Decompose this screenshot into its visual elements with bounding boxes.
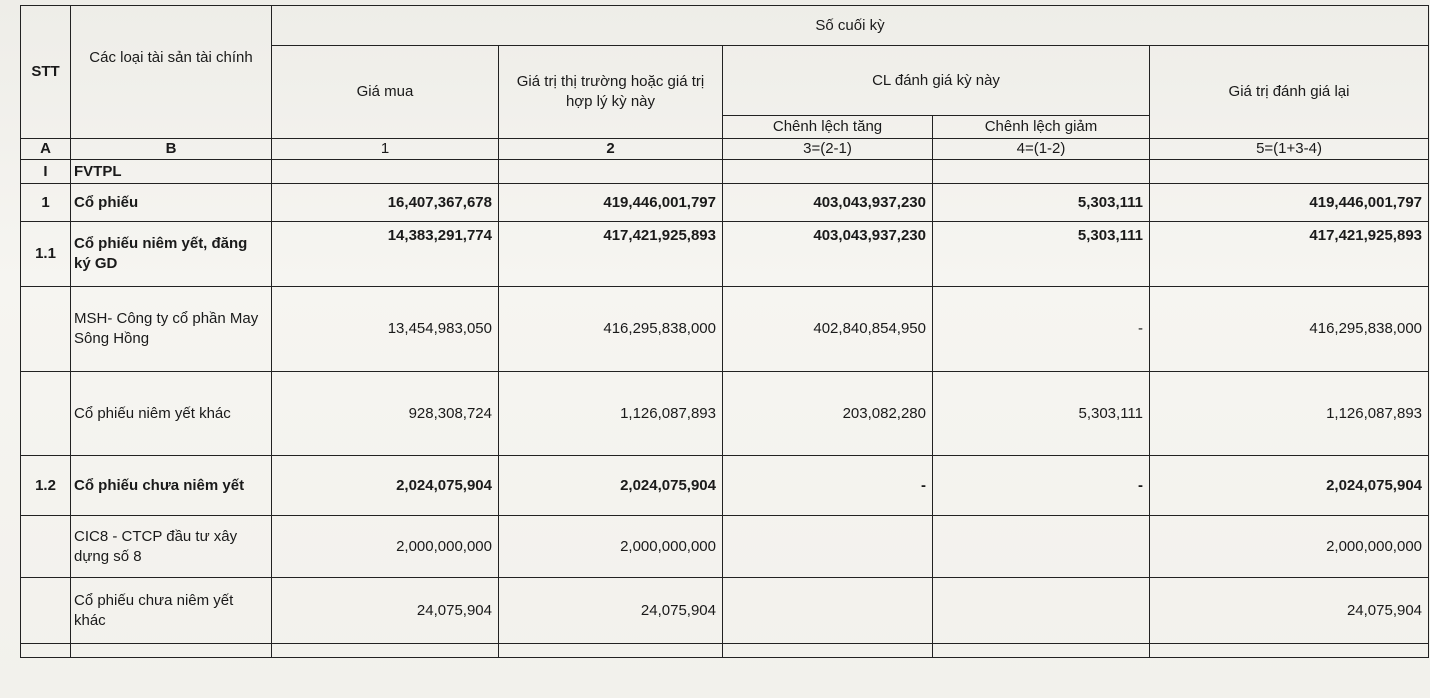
row-value: 419,446,001,797 <box>499 184 723 222</box>
row-value: 417,421,925,893 <box>499 222 723 287</box>
row-value: - <box>933 456 1150 516</box>
row-name: Cổ phiếu niêm yết, đăng ký GD <box>71 222 272 287</box>
row-value: - <box>933 287 1150 372</box>
header-asset-type: Các loại tài sản tài chính <box>71 6 272 139</box>
row-value: 402,840,854,950 <box>723 287 933 372</box>
row-stt: 1.2 <box>21 456 71 516</box>
header-market-value: Giá trị thị trường hoặc giá trị hợp lý kỳ này <box>499 46 723 139</box>
row-value: 24,075,904 <box>272 578 499 644</box>
row-value: 417,421,925,893 <box>1150 222 1429 287</box>
table-row <box>21 456 1429 516</box>
row-stt: 1.1 <box>21 222 71 287</box>
row-value: 416,295,838,000 <box>1150 287 1429 372</box>
row-stt <box>21 578 71 644</box>
row-value: 416,295,838,000 <box>499 287 723 372</box>
row-stt: I <box>21 160 71 184</box>
row-value: 2,000,000,000 <box>272 516 499 578</box>
code-cell: 5=(1+3-4) <box>1150 139 1429 160</box>
row-stt <box>21 372 71 456</box>
row-value <box>499 160 723 184</box>
header-period-end: Số cuối kỳ <box>272 6 1429 46</box>
row-value: 419,446,001,797 <box>1150 184 1429 222</box>
row-name: FVTPL <box>71 160 272 184</box>
row-name: Cổ phiếu niêm yết khác <box>71 372 272 456</box>
header-stt: STT <box>21 6 71 139</box>
row-value: 16,407,367,678 <box>272 184 499 222</box>
code-cell: 1 <box>272 139 499 160</box>
table-row <box>21 160 1429 184</box>
row-value <box>723 160 933 184</box>
row-value <box>723 516 933 578</box>
table-row <box>21 372 1429 456</box>
code-cell: B <box>71 139 272 160</box>
row-value <box>723 578 933 644</box>
table-row <box>21 578 1429 644</box>
row-value <box>933 516 1150 578</box>
row-stt: 1 <box>21 184 71 222</box>
table-row <box>21 516 1429 578</box>
row-value: - <box>723 456 933 516</box>
row-value: 928,308,724 <box>272 372 499 456</box>
row-value: 203,082,280 <box>723 372 933 456</box>
row-name: Cổ phiếu chưa niêm yết <box>71 456 272 516</box>
row-value <box>933 578 1150 644</box>
row-value: 1,126,087,893 <box>1150 372 1429 456</box>
row-value: 2,024,075,904 <box>1150 456 1429 516</box>
row-value: 403,043,937,230 <box>723 222 933 287</box>
row-value: 24,075,904 <box>1150 578 1429 644</box>
financial-assets-table <box>20 5 1429 658</box>
row-value: 24,075,904 <box>499 578 723 644</box>
row-value: 5,303,111 <box>933 222 1150 287</box>
table-row <box>21 287 1429 372</box>
code-cell: 4=(1-2) <box>933 139 1150 160</box>
header-decrease: Chênh lệch giảm <box>933 116 1150 139</box>
header-revalued-value: Giá trị đánh giá lại <box>1150 46 1429 139</box>
row-value: 2,024,075,904 <box>272 456 499 516</box>
row-name: Cổ phiếu <box>71 184 272 222</box>
row-value: 403,043,937,230 <box>723 184 933 222</box>
row-value: 2,000,000,000 <box>1150 516 1429 578</box>
code-cell: 3=(2-1) <box>723 139 933 160</box>
column-code-row <box>21 139 1429 160</box>
row-value: 5,303,111 <box>933 184 1150 222</box>
row-name: CIC8 - CTCP đầu tư xây dựng số 8 <box>71 516 272 578</box>
row-name: Cổ phiếu chưa niêm yết khác <box>71 578 272 644</box>
code-cell: A <box>21 139 71 160</box>
row-stt <box>21 516 71 578</box>
row-value <box>1150 160 1429 184</box>
row-value: 13,454,983,050 <box>272 287 499 372</box>
row-stt <box>21 287 71 372</box>
row-value: 5,303,111 <box>933 372 1150 456</box>
row-value <box>933 160 1150 184</box>
row-value <box>272 160 499 184</box>
row-name: MSH- Công ty cổ phần May Sông Hồng <box>71 287 272 372</box>
table-row <box>21 222 1429 287</box>
header-revaluation-diff: CL đánh giá kỳ này <box>723 46 1150 116</box>
row-value: 2,000,000,000 <box>499 516 723 578</box>
header-increase: Chênh lệch tăng <box>723 116 933 139</box>
row-value: 14,383,291,774 <box>272 222 499 287</box>
header-row-1 <box>21 6 1429 46</box>
row-value: 1,126,087,893 <box>499 372 723 456</box>
table-row <box>21 184 1429 222</box>
header-purchase-price: Giá mua <box>272 46 499 139</box>
code-cell: 2 <box>499 139 723 160</box>
row-value: 2,024,075,904 <box>499 456 723 516</box>
table-row-cutoff <box>21 644 1429 658</box>
